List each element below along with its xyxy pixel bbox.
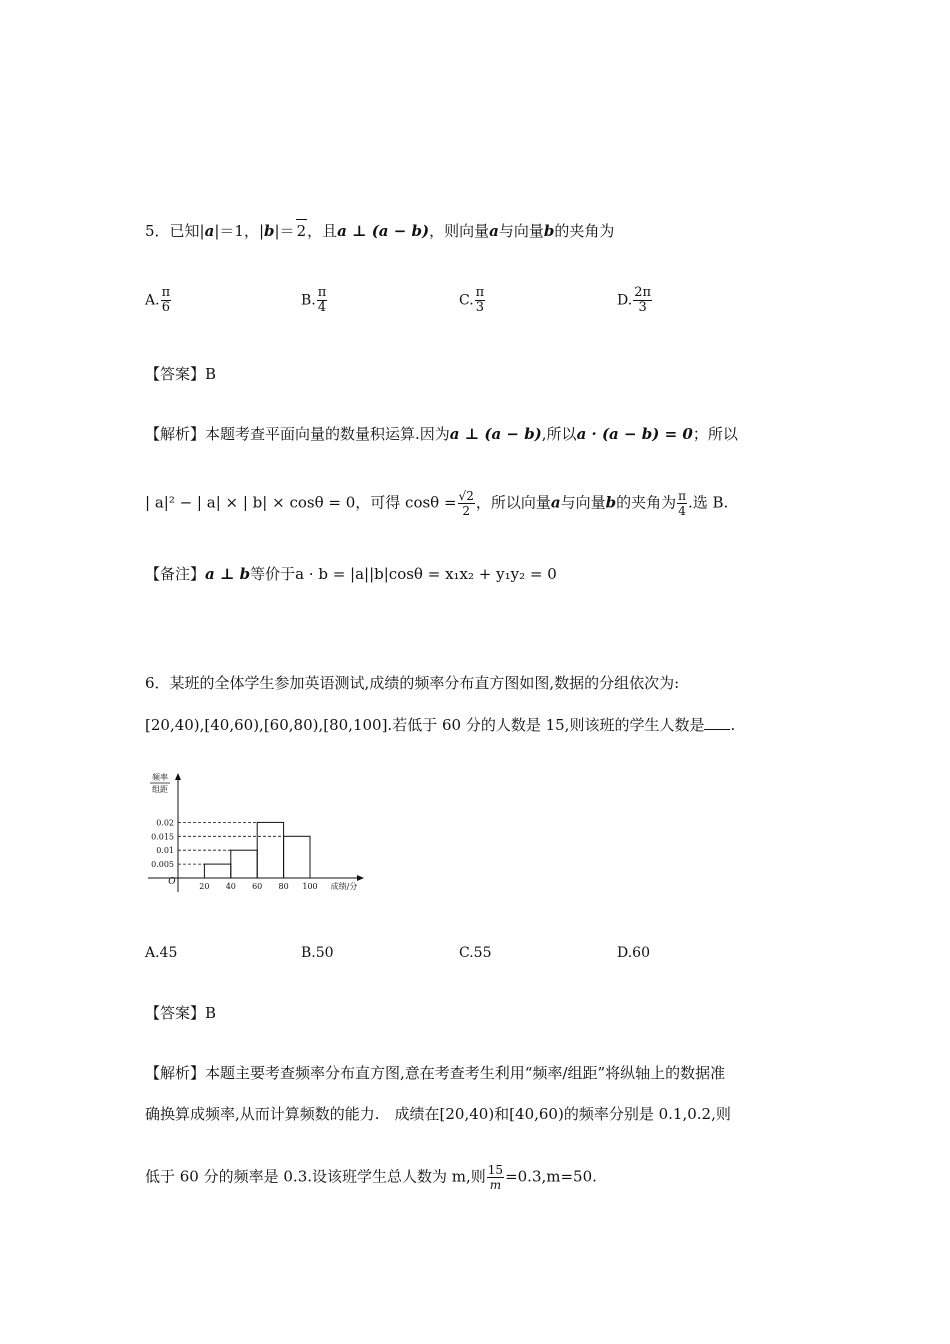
q6-option-d: D.60 xyxy=(617,945,650,961)
q5-option-b-label: B. xyxy=(301,292,316,309)
q5-option-b-num: π xyxy=(317,285,327,300)
q6-stem-line2-text: [20,40),[40,60),[60,80),[80,100].若低于 60 分的人数是 15,则该班的学生人数是 xyxy=(145,716,705,734)
y-tick-label: 0.02 xyxy=(156,818,174,828)
y-axis-label-top: 频率 xyxy=(152,773,168,782)
origin-label: O xyxy=(168,877,176,887)
q5-eq1: |＝1，| xyxy=(214,222,264,240)
q5-analysis-line2 xyxy=(145,489,728,518)
frequency-histogram xyxy=(140,768,370,903)
answer-blank xyxy=(704,715,730,730)
q5-option-b xyxy=(301,286,328,315)
q6-analysis-1: 本题主要考查频率分布直方图,意在考查考生利用“频率/组距”将纵轴上的数据准 xyxy=(205,1064,726,1082)
q5-analysis-1c: ；所以 xyxy=(692,425,738,443)
q5-option-c xyxy=(459,286,486,315)
q5-stem-prefix: 已知| xyxy=(169,222,205,240)
histogram-bar xyxy=(284,836,310,878)
q5-option-d-num: 2π xyxy=(634,285,652,300)
q5-option-c-label: C. xyxy=(459,292,474,309)
q6-answer-value: B xyxy=(205,1004,217,1022)
q6-stem-line2 xyxy=(145,714,735,736)
q5-analysis-1b: ,所以 xyxy=(541,425,577,443)
q5-stem xyxy=(145,219,614,242)
q5-option-c-den: 3 xyxy=(475,300,485,315)
q5-analysis-2d: 与向量 xyxy=(560,493,606,512)
histogram-axes xyxy=(148,773,364,892)
q5-cos-lhs: cosθ = xyxy=(405,493,457,512)
q5-option-d-den: 3 xyxy=(633,300,652,315)
q5-answer xyxy=(145,363,216,385)
q5-answer-frac-num: π xyxy=(678,489,686,503)
q6-answer-tag: 【答案】 xyxy=(145,1004,206,1022)
q5-option-c-frac xyxy=(475,286,486,315)
q5-answer-tag: 【答案】 xyxy=(145,365,206,383)
q5-analysis-2e: 的夹角为 xyxy=(616,493,677,512)
vector-b-2: b xyxy=(543,222,555,240)
y-axis-label-bottom: 组距 xyxy=(152,785,168,794)
x-tick-label: 60 xyxy=(252,882,263,891)
q5-analysis-2a: | a|² − | a| × | b| × cosθ = 0 xyxy=(145,493,356,512)
q5-analysis-2c: ，所以向量 xyxy=(475,493,551,512)
q6-frac-num: 15 xyxy=(487,1163,504,1177)
q5-analysis-2f: .选 B. xyxy=(688,493,729,512)
q5-and: ，且 xyxy=(307,222,338,240)
q6-answer xyxy=(145,1002,216,1024)
q5-note-formula: a · b = |a||b|cosθ = x₁x₂ + y₁y₂ = 0 xyxy=(295,565,557,583)
q6-option-a: A.45 xyxy=(145,945,178,961)
q5-cos-frac xyxy=(458,489,475,518)
q5-eq2: |＝ xyxy=(274,222,295,240)
q5-analysis-tag: 【解析】 xyxy=(145,425,206,443)
q5-analysis-2b: ，可得 xyxy=(355,493,401,512)
y-tick-label: 0.015 xyxy=(151,832,174,842)
y-tick-label: 0.01 xyxy=(156,846,174,856)
q5-note-mid: 等价于 xyxy=(250,565,296,583)
q5-option-a-label: A. xyxy=(145,292,160,309)
q5-answer-frac-den: 4 xyxy=(678,504,686,518)
q6-analysis-line3 xyxy=(145,1163,597,1192)
y-tick-label: 0.005 xyxy=(151,860,174,870)
q5-option-b-frac xyxy=(317,286,328,315)
q5-option-d xyxy=(617,286,653,315)
q6-stem-line1: 6．某班的全体学生参加英语测试,成绩的频率分布直方图如图,数据的分组依次为: xyxy=(145,674,680,692)
histogram-bar xyxy=(204,864,230,878)
q5-option-a-frac xyxy=(161,286,172,315)
q5-note xyxy=(145,563,557,585)
q5-option-c-num: π xyxy=(475,285,485,300)
q5-note-expr: a ⊥ b xyxy=(205,565,251,583)
q5-analysis-vector-b: b xyxy=(605,493,617,512)
q5-analysis-line1 xyxy=(145,423,738,445)
q5-cos-den: 2 xyxy=(458,503,475,518)
q5-option-a xyxy=(145,286,172,315)
q6-frac-den: m xyxy=(487,1177,504,1192)
q5-answer-value: B xyxy=(205,365,217,383)
x-axis-label: 成绩/分 xyxy=(330,882,358,891)
y-axis-arrow xyxy=(175,773,181,780)
q5-note-tag: 【备注】 xyxy=(145,565,206,583)
q6-option-c: C.55 xyxy=(459,945,492,961)
perp-expr: a ⊥ (a − b) xyxy=(337,222,430,240)
q5-option-a-den: 6 xyxy=(161,300,170,315)
q5-number: 5． xyxy=(145,222,170,240)
q5-analysis-vector-a: a xyxy=(550,493,561,512)
q5-stem-mid2: 与向量 xyxy=(498,222,544,240)
q5-answer-frac xyxy=(677,489,687,518)
x-tick-label: 100 xyxy=(302,882,318,891)
q5-option-d-label: D. xyxy=(617,292,633,309)
q6-option-b: B.50 xyxy=(301,945,334,961)
vector-a: a xyxy=(204,222,215,240)
q6-analysis-tag: 【解析】 xyxy=(145,1064,206,1082)
q6-analysis-line1 xyxy=(145,1062,725,1084)
vector-a-2: a xyxy=(489,222,499,240)
x-axis-arrow xyxy=(357,875,364,881)
q5-stem-end: 的夹角为 xyxy=(554,222,615,240)
x-tick-label: 40 xyxy=(225,882,236,891)
q5-stem-mid: ，则向量 xyxy=(429,222,490,240)
q6-analysis-3a: 低于 60 分的频率是 0.3.设该班学生总人数为 m,则 xyxy=(145,1167,486,1186)
sqrt-2: 2 xyxy=(296,219,308,242)
q6-analysis-3b: =0.3,m=50. xyxy=(505,1167,597,1186)
q5-analysis-1a: 本题考查平面向量的数量积运算.因为 xyxy=(205,425,450,443)
q5-analysis-dot: a · (a − b) = 0 xyxy=(576,425,693,443)
q6-frac-15-m xyxy=(487,1163,504,1192)
vector-b: b xyxy=(264,222,275,240)
q5-cos-num: √2 xyxy=(458,489,474,503)
q5-option-b-den: 4 xyxy=(317,300,327,315)
q6-stem-line2-end: . xyxy=(730,716,736,734)
histogram-bar xyxy=(231,850,257,878)
x-tick-label: 80 xyxy=(278,882,289,891)
histogram-bar xyxy=(257,822,283,878)
x-tick-label: 20 xyxy=(199,882,210,891)
q5-option-a-num: π xyxy=(161,285,171,300)
q5-option-d-frac xyxy=(633,286,652,315)
q5-analysis-perp: a ⊥ (a − b) xyxy=(449,425,542,443)
q6-analysis-line2: 确换算成频率,从而计算频数的能力. 成绩在[20,40)和[40,60)的频率分别是 0.1,0.2,则 xyxy=(145,1105,731,1123)
histogram-labels xyxy=(150,772,357,891)
